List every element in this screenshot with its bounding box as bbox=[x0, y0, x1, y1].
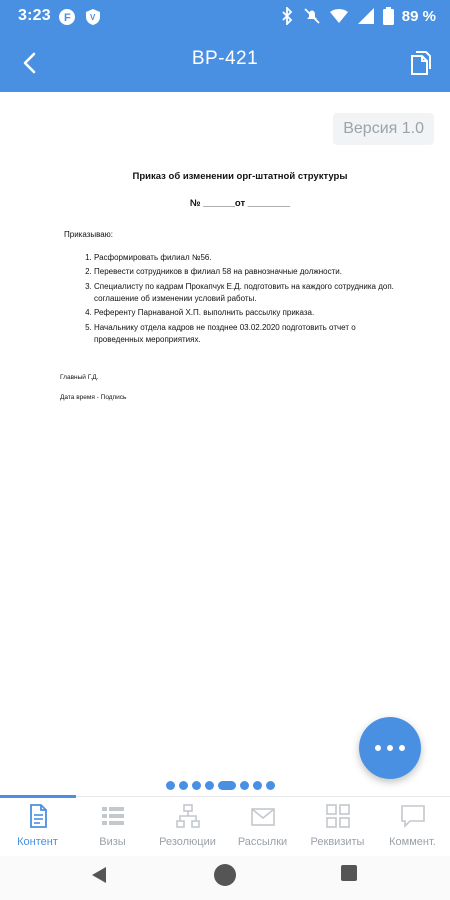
battery-percent: 89 % bbox=[401, 7, 436, 25]
hierarchy-icon bbox=[175, 803, 201, 829]
active-tab-indicator bbox=[0, 795, 76, 798]
grid-icon bbox=[325, 803, 351, 829]
page-dot[interactable] bbox=[240, 781, 249, 790]
shield-icon bbox=[84, 8, 102, 26]
nav-home-button[interactable] bbox=[214, 864, 236, 886]
page-dot[interactable] bbox=[192, 781, 201, 790]
version-badge[interactable]: Версия 1.0 bbox=[333, 113, 434, 145]
more-dots-icon bbox=[387, 745, 393, 751]
document-sign-line: Дата время - Подпись bbox=[60, 393, 127, 401]
comment-icon bbox=[400, 803, 426, 829]
page-dot[interactable] bbox=[179, 781, 188, 790]
document-title: Приказ об изменении орг-штатной структуры bbox=[132, 171, 348, 182]
nav-back-button[interactable] bbox=[90, 865, 108, 885]
tab-requisites[interactable] bbox=[300, 803, 375, 853]
tab-label: Резолюции bbox=[159, 836, 216, 848]
bottom-tab-bar bbox=[0, 796, 450, 857]
signal-icon bbox=[357, 7, 375, 25]
tab-label: Визы bbox=[99, 836, 126, 848]
page-dot[interactable] bbox=[166, 781, 175, 790]
tab-label: Рассылки bbox=[237, 836, 288, 848]
document-item: 2. Перевести сотрудников в филиал 58 на равнозначные должности. bbox=[94, 266, 400, 278]
page-dot[interactable] bbox=[266, 781, 275, 790]
more-dots-icon bbox=[375, 745, 381, 751]
svg-text:V: V bbox=[90, 13, 96, 22]
tab-content[interactable] bbox=[0, 803, 75, 853]
documents-button[interactable] bbox=[402, 45, 438, 81]
page-indicator[interactable] bbox=[166, 780, 275, 790]
f-badge-icon bbox=[58, 8, 76, 26]
status-bar bbox=[0, 0, 450, 34]
nav-recents-button[interactable] bbox=[341, 865, 357, 881]
document-intro: Приказываю: bbox=[64, 230, 113, 240]
status-icons bbox=[279, 7, 436, 25]
wifi-icon bbox=[329, 7, 349, 25]
list-icon bbox=[100, 803, 126, 829]
tab-mailings[interactable] bbox=[225, 803, 300, 853]
battery-icon bbox=[383, 7, 394, 25]
svg-text:F: F bbox=[64, 12, 71, 24]
envelope-icon bbox=[250, 803, 276, 829]
more-actions-button[interactable] bbox=[359, 717, 421, 779]
document-item: 3. Специалисту по кадрам Прокапчук Е.Д. подготовить на каждого сотрудника доп. соглашение об изменении условий работы. bbox=[94, 281, 400, 306]
documents-icon bbox=[408, 50, 432, 76]
page-title: BP-421 bbox=[191, 48, 259, 69]
document-preview bbox=[60, 170, 400, 403]
document-signatory: Главный Г.Д. bbox=[60, 373, 99, 381]
document-icon bbox=[25, 803, 51, 829]
document-item: 1. Расформировать филиал №56. bbox=[94, 252, 400, 264]
tab-visas[interactable] bbox=[75, 803, 150, 853]
app-bar bbox=[0, 34, 450, 92]
page-dot-active[interactable] bbox=[218, 781, 236, 790]
status-time: 3:23 bbox=[18, 7, 51, 24]
tab-label: Контент bbox=[17, 836, 58, 848]
page-dot[interactable] bbox=[205, 781, 214, 790]
document-item: 4. Референту Парнаваной Х.П. выполнить рассылку приказа. bbox=[94, 307, 400, 319]
tab-label: Реквизиты bbox=[310, 836, 365, 848]
document-items bbox=[60, 252, 400, 347]
system-nav-bar bbox=[0, 856, 450, 900]
tab-comments[interactable] bbox=[375, 803, 450, 853]
document-item: 5. Начальнику отдела кадров не позднее 03.02.2020 подготовить отчет о проведенных мероприятиях. bbox=[94, 322, 400, 347]
more-dots-icon bbox=[399, 745, 405, 751]
document-number-line: № ______от ________ bbox=[189, 197, 291, 209]
bluetooth-icon bbox=[279, 7, 295, 25]
mute-icon bbox=[303, 7, 321, 25]
tab-label: Коммент. bbox=[389, 836, 436, 848]
tab-resolutions[interactable] bbox=[150, 803, 225, 853]
app-header bbox=[0, 0, 450, 92]
page-dot[interactable] bbox=[253, 781, 262, 790]
